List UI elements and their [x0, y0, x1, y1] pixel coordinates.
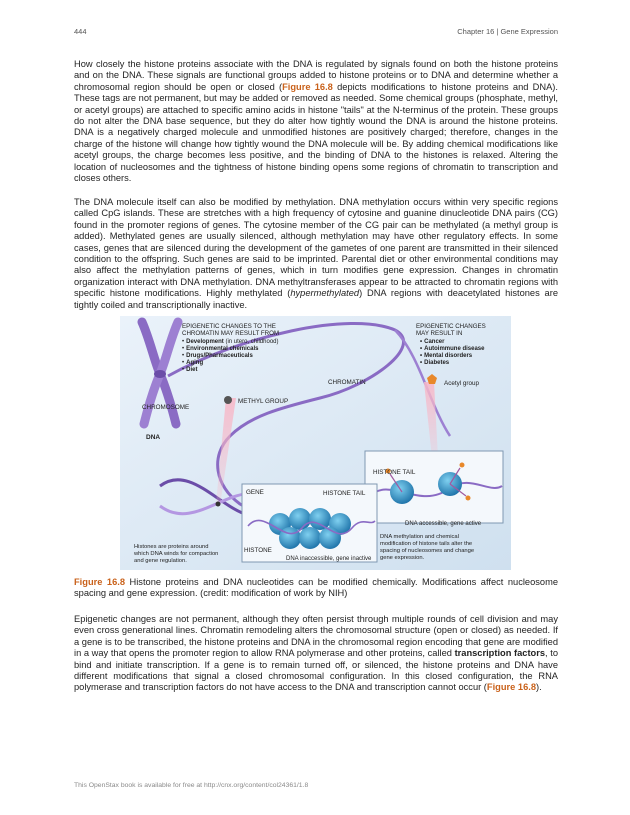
histone-label: HISTONE [244, 547, 272, 554]
figure-16-8-link[interactable]: Figure 16.8 [486, 682, 536, 693]
svg-text:modification of histone tails: modification of histone tails alter the [380, 541, 473, 547]
chapter-title: Chapter 16 | Gene Expression [457, 27, 558, 36]
p1-text-1: How closely the histone proteins associate with the DNA is regulated by signals found on both the histone proteins and on the DNA. These signals are functional groups added to histone proteins or to DNA and determine whether a chromosomal region should be open or closed ( [74, 59, 558, 92]
p2-hypermethylated: hypermethylated [290, 288, 360, 299]
svg-text:DNA methylation and chemical: DNA methylation and chemical [380, 534, 459, 540]
page-number: 444 [74, 27, 87, 36]
chromosome-label: CHROMOSOME [142, 404, 190, 411]
paragraph-histone-signals [74, 59, 558, 184]
histone-tail-right-label: HISTONE TAIL [373, 469, 416, 476]
dna-inaccessible-label: DNA inaccessible, gene inactive [286, 556, 372, 562]
histone-tail-mid-label: HISTONE TAIL [323, 490, 366, 497]
caption-label: Figure 16.8 [74, 577, 126, 587]
page-footer: This OpenStax book is available for free at http://cnx.org/content/col24361/1.8 [74, 782, 309, 789]
methyl-group-label: METHYL GROUP [238, 398, 289, 405]
result-item: • Cancer [420, 339, 445, 345]
chromatin-label: CHROMATIN [328, 379, 366, 386]
left-title-line-1: EPIGENETIC CHANGES TO THE [182, 323, 276, 330]
paragraph-dna-methylation [74, 197, 558, 311]
figure-16-8-diagram [120, 316, 511, 570]
histone-closed-3 [309, 508, 331, 530]
right-title-line-1: EPIGENETIC CHANGES [416, 323, 486, 330]
p2-text-2: ) DNA regions with deacetylated histones are tightly coiled and transcriptionally inactive. [74, 288, 558, 310]
svg-text:spacing of nucleosomes and cha: spacing of nucleosomes and change [380, 548, 475, 554]
open-chromatin-inset [365, 451, 503, 523]
acetyl-group-label: Acetyl group [444, 380, 480, 387]
cause-item: • Aging [182, 360, 204, 366]
p2-text-1: The DNA molecule itself can also be modified by methylation. DNA methylation occurs within very specific regions called CpG islands. These are stretches with a high frequency of cytosine and guanine dinucleotide DNA pairs (CG) found in the promoter regions of genes. The cytosine member of the CG pair can be methylated (a methyl group is added). Methylated genes are usually silenced, although methylation may have other regulatory effects. In some cases, genes that are silenced during the development of the gametes of one parent are transmitted in their silenced condition to the offspring. Such genes are said to be imprinted. Parental diet or other environmental conditions may also affect the methylation patterns of genes, which in turn modifies gene expression. Changes in chromatin organization interact with DNA methylation. DNA methyltransferases appear to be attracted to chromatin regions with specific histone modifications. Highly methylated ( [74, 197, 558, 299]
svg-text:Histones are proteins around: Histones are proteins around [134, 544, 209, 550]
histone-closed-2 [289, 508, 311, 530]
paragraph-epigenetic-changes [74, 614, 558, 694]
figure-caption [74, 577, 558, 600]
svg-text:and gene regulation.: and gene regulation. [134, 558, 187, 564]
result-item: • Diabetes [420, 360, 450, 366]
cause-item: • Diet [182, 367, 198, 373]
p3-transcription-factors: transcription factors [454, 648, 546, 659]
p1-text-2: depicts modifications to histone proteins and DNA). These tags are not permanent, but may be added or removed as needed. Some chemical groups (phosphate, methyl, or acetyl groups) are attached to specific amino acids in histone "tails" at the N-terminus of the protein. These groups do not alter the DNA base sequence, but they do alter how tightly wound the DNA is around the histone proteins. DNA is a negatively charged molecule and unmodified histones are positively charged; therefore, changes in the charge of the histone will change how tightly wound the DNA molecule will be. By adding chemical modifications like acetyl groups, the charge becomes less positive, and the binding of DNA to the histones is relaxed. Altering the location of nucleosomes and the tightness of histone binding opens some regions of chromatin to transcription and closes others. [74, 81, 558, 184]
figure-16-8-link[interactable]: Figure 16.8 [282, 81, 333, 92]
p3-text-3: ). [536, 682, 542, 693]
caption-text: Histone proteins and DNA nucleotides can be modified chemically. Modifications affect nucleosome spacing and gene expression. (credit: modification of work by NIH) [74, 577, 558, 599]
result-item: • Autoimmune disease [420, 346, 485, 352]
cause-item: • Drugs/Pharmaceuticals [182, 353, 253, 359]
right-title-line-2: MAY RESULT IN [416, 330, 463, 337]
result-item: • Mental disorders [420, 353, 473, 359]
gene-label: GENE [246, 489, 264, 496]
left-title-line-2: CHROMATIN MAY RESULT FROM [182, 330, 280, 337]
svg-text:gene expression.: gene expression. [380, 555, 425, 561]
cause-item: • Environmental chemicals [182, 346, 259, 352]
p3-text-1: Epigenetic changes are not permanent, although they often persist through multiple rounds of cell division and may even cross generational lines. Chromatin remodeling alters the chromosomal structure (open or closed) as needed. If a gene is to be transcribed, the histone proteins and DNA in the chromosomal region encoding that gene are modified in a way that opens the promoter region to allow RNA polymerase and other proteins, called [74, 614, 558, 659]
p3-text-2: , to bind and initiate transcription. If a gene is to remain turned off, or silenced, the histone proteins and DNA have different modifications that signal a closed chromosomal configuration. In this closed configuration, the RNA polymerase and transcription factors do not have access to the DNA and transcription cannot occur ( [74, 648, 558, 693]
dna-label: DNA [146, 434, 161, 441]
cause-item: • Development (in utero, childhood) [182, 339, 279, 345]
svg-text:which DNA winds for compaction: which DNA winds for compaction [134, 551, 219, 557]
dna-accessible-label: DNA accessible, gene active [405, 521, 482, 527]
histone-closed-6 [299, 527, 321, 549]
methyl-site-icon [216, 502, 221, 507]
methyl-group-icon [224, 396, 232, 404]
